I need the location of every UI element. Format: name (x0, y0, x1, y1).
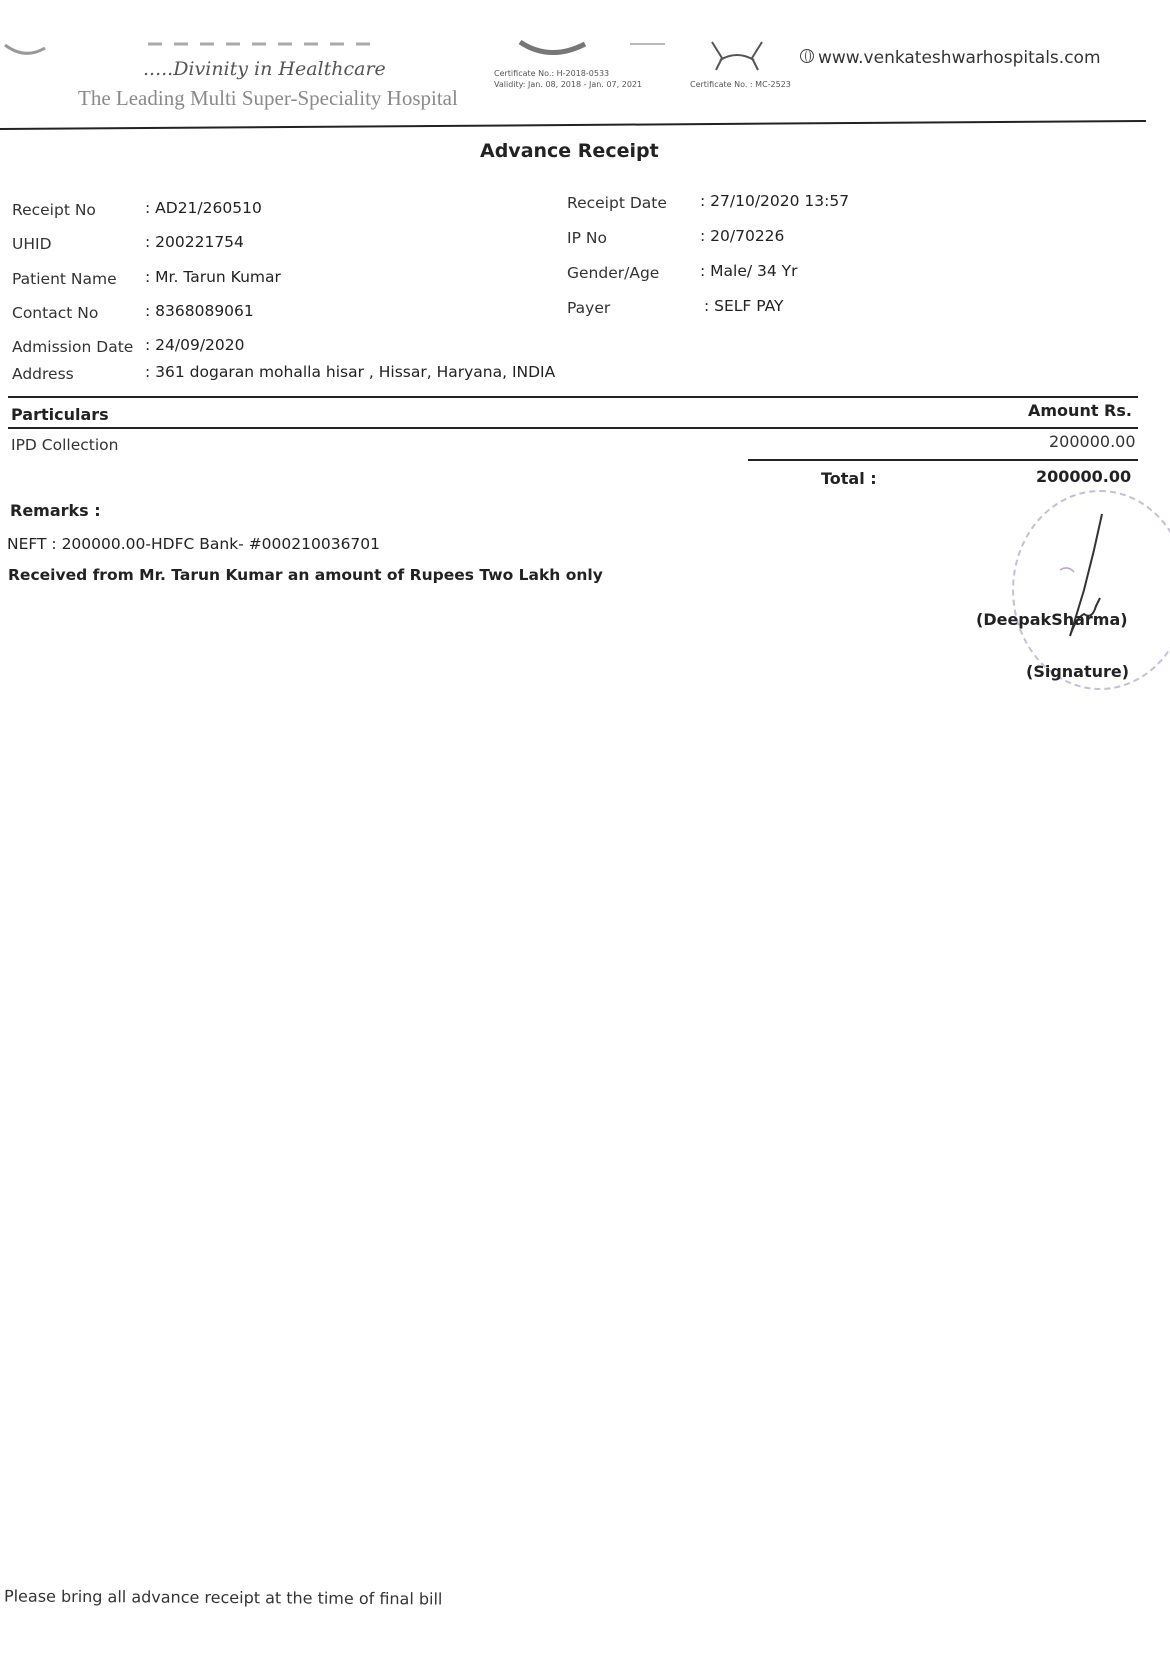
address-value: : 361 dogaran mohalla hisar , Hissar, Haryana, INDIA (145, 363, 556, 381)
tagline: .....Divinity in Healthcare (143, 58, 386, 80)
receipt-date-value: : 27/10/2020 13:57 (700, 192, 850, 210)
particular-item-name: IPD Collection (11, 436, 119, 454)
website-link[interactable]: www.venkateshwarhospitals.com (818, 48, 1101, 68)
gender-age-label: Gender/Age (567, 264, 660, 282)
ip-no-label: IP No (567, 229, 607, 247)
total-rule (748, 459, 1138, 461)
uhid-value: : 200221754 (145, 233, 244, 251)
total-label: Total : (821, 469, 877, 488)
hospital-subtitle: The Leading Multi Super-Speciality Hospital (78, 86, 458, 110)
admission-date-label: Admission Date (12, 338, 134, 356)
footer-note: Please bring all advance receipt at the time of final bill (3, 1586, 443, 1609)
signatory-name: (DeepakSharma) (976, 610, 1128, 629)
amount-header: Amount Rs. (1028, 401, 1132, 420)
patient-name-label: Patient Name (12, 270, 117, 288)
gender-age-value: : Male/ 34 Yr (700, 262, 798, 280)
header-divider (0, 120, 1146, 130)
contact-no-value: : 8368089061 (145, 302, 254, 320)
total-value: 200000.00 (1036, 467, 1132, 486)
particular-item-amount: 200000.00 (1049, 432, 1136, 451)
handwritten-signature (1040, 510, 1150, 680)
particulars-top-rule (8, 396, 1138, 398)
receipt-date-label: Receipt Date (567, 194, 667, 212)
particulars-header-rule (8, 427, 1138, 429)
patient-name-value: : Mr. Tarun Kumar (145, 268, 281, 286)
contact-no-label: Contact No (12, 304, 99, 322)
address-label: Address (12, 365, 74, 383)
remarks-received: Received from Mr. Tarun Kumar an amount of Rupees Two Lakh only (8, 566, 603, 584)
remarks-neft: NEFT : 200000.00-HDFC Bank- #000210036701 (7, 535, 381, 553)
uhid-label: UHID (12, 235, 52, 253)
globe-icon (800, 49, 814, 63)
signature-label: (Signature) (1026, 662, 1130, 681)
ip-no-value: : 20/70226 (700, 227, 785, 245)
certificate-1-validity: Validity: Jan. 08, 2018 - Jan. 07, 2021 (494, 80, 643, 89)
certificate-1 (494, 68, 642, 90)
particulars-header: Particulars (11, 405, 109, 424)
admission-date-value: : 24/09/2020 (145, 336, 245, 354)
receipt-no-label: Receipt No (12, 201, 96, 219)
document-title: Advance Receipt (480, 140, 659, 162)
receipt-no-value: : AD21/260510 (145, 199, 262, 217)
remarks-label: Remarks : (10, 501, 101, 520)
payer-value: : SELF PAY (704, 297, 784, 315)
certificate-2-number: Certificate No. : MC-2523 (690, 80, 791, 89)
payer-label: Payer (567, 299, 611, 317)
certificate-1-number: Certificate No.: H-2018-0533 (494, 69, 610, 78)
